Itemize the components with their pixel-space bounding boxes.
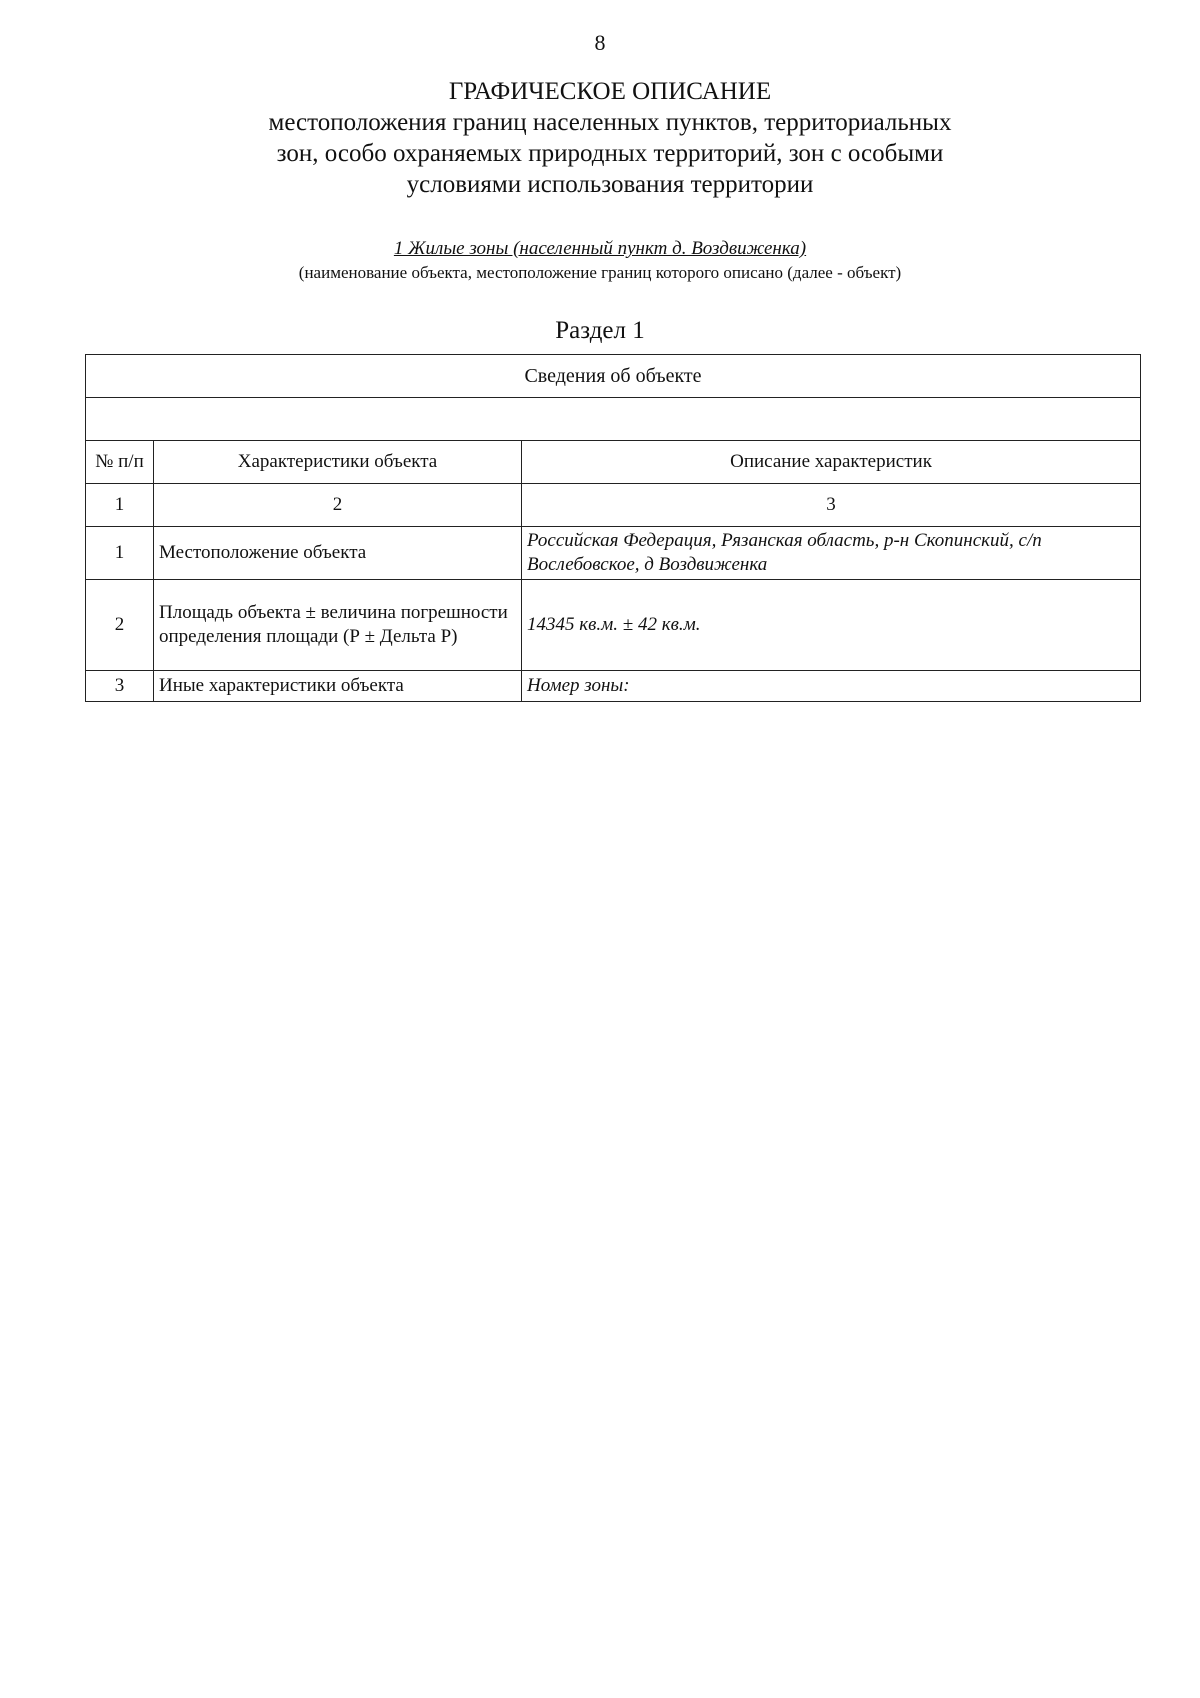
header-characteristic: Характеристики объекта: [154, 441, 522, 484]
index-cell: 1: [86, 484, 154, 527]
object-name: 1 Жилые зоны (населенный пункт д. Воздвиженка): [393, 238, 807, 259]
page-number: 8: [594, 30, 606, 55]
table-empty-row: [86, 398, 1141, 441]
empty-cell: [86, 398, 1141, 441]
header-number: № п/п: [86, 441, 154, 484]
document-title: [150, 76, 1070, 200]
table-caption-row: [86, 355, 1141, 398]
row-description: 14345 кв.м. ± 42 кв.м.: [522, 580, 1141, 671]
index-cell: 3: [522, 484, 1141, 527]
section-title: Раздел 1: [555, 317, 645, 344]
table-row: [86, 527, 1141, 580]
table-caption: Сведения об объекте: [86, 355, 1141, 398]
row-characteristic: Иные характеристики объекта: [154, 671, 522, 702]
row-number: 1: [86, 527, 154, 580]
title-line-1: ГРАФИЧЕСКОЕ ОПИСАНИЕ: [448, 78, 772, 105]
index-cell: 2: [154, 484, 522, 527]
row-description: Номер зоны:: [522, 671, 1141, 702]
row-description: Российская Федерация, Рязанская область, р-н Скопинский, с/п Вослебовское, д Воздвиженка: [522, 527, 1141, 580]
table-index-row: [86, 484, 1141, 527]
title-line-2: местоположения границ населенных пунктов, территориальных: [268, 109, 952, 136]
object-caption: (наименование объекта, местоположение границ которого описано (далее - объект): [298, 263, 902, 282]
table-header-row: [86, 441, 1141, 484]
row-characteristic: Площадь объекта ± величина погрешности определения площади (Р ± Дельта Р): [154, 580, 522, 671]
title-line-3: зон, особо охраняемых природных территорий, зон с особыми: [276, 140, 944, 167]
row-number: 2: [86, 580, 154, 671]
table-row: [86, 671, 1141, 702]
title-line-4: условиями использования территории: [406, 171, 814, 198]
header-description: Описание характеристик: [522, 441, 1141, 484]
row-number: 3: [86, 671, 154, 702]
object-info-table: [85, 354, 1141, 702]
table-row: [86, 580, 1141, 671]
row-characteristic: Местоположение объекта: [154, 527, 522, 580]
